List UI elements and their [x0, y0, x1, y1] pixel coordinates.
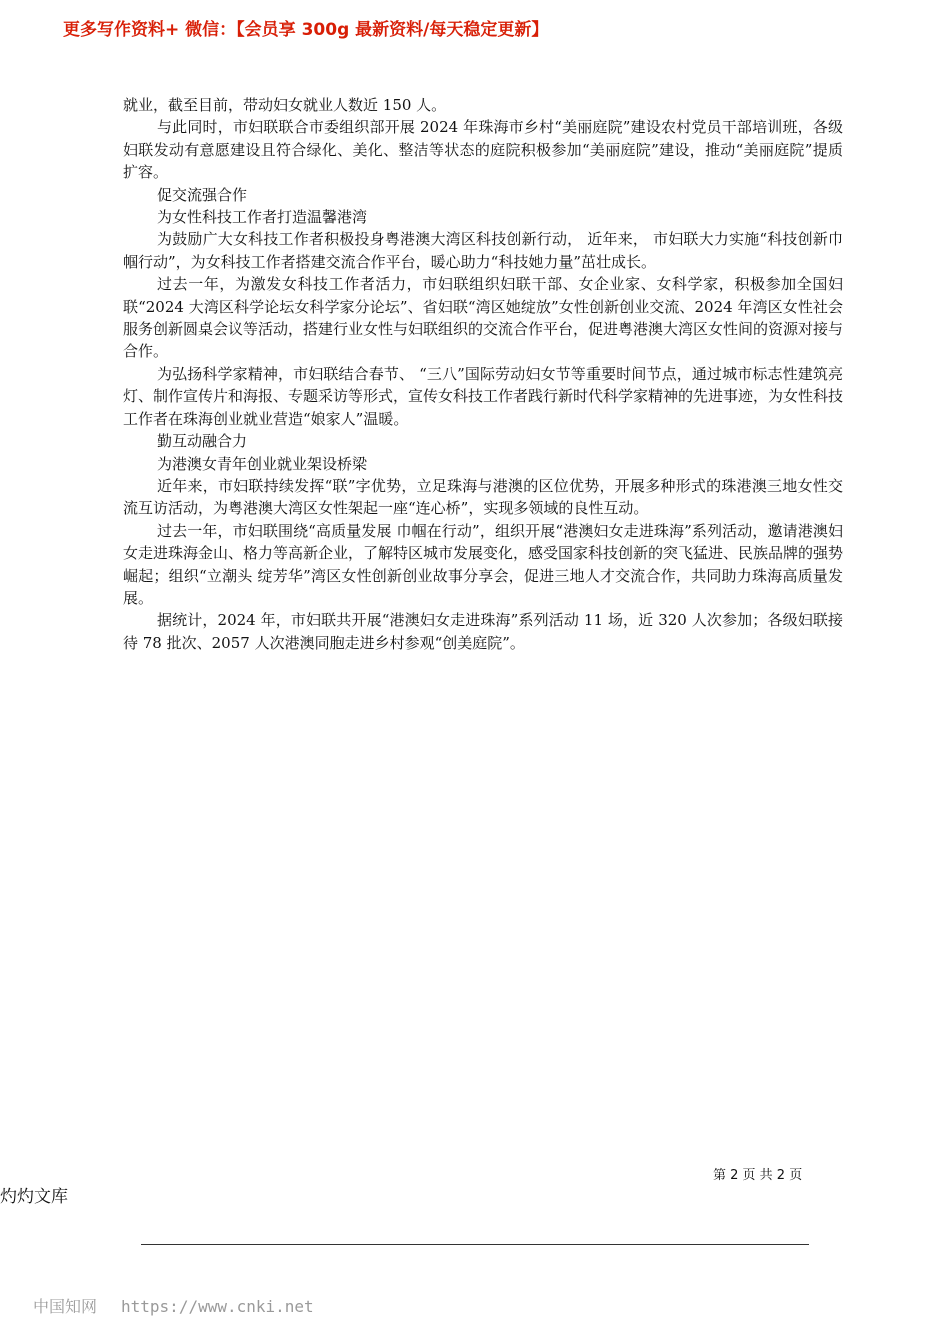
paragraph: 近年来，市妇联持续发挥“联”字优势，立足珠海与港澳的区位优势，开展多种形式的珠港澳三地女性交流互访活动，为粤港澳大湾区女性架起一座“连心桥”，实现多领域的良性互动。 — [123, 476, 843, 518]
paragraph: 过去一年，市妇联围绕“高质量发展 巾帼在行动”，组织开展“港澳妇女走进珠海”系列活动，邀请港澳妇女走进珠海金山、格力等高新企业，了解特区城市发展变化，感受国家科技创新的突飞猛进、民族品牌的强势崛起；组织“立潮头 绽芳华”湾区女性创新创业故事分享会，促进三地人才交流合作，共同助力珠海高质量发展。 — [123, 521, 844, 607]
section-heading: 勤互动融合力 — [157, 432, 248, 451]
paragraph: 为弘扬科学家精神，市妇联结合春节、 “三八”国际劳动妇女节等重要时间节点，通过城市标志性建筑亮灯、制作宣传片和海报、专题采访等形式，宣传女科技工作者践行新时代科学家精神的先进事迹，为女性科技工作者在珠海创业就业营造“娘家人”温暖。 — [123, 364, 844, 428]
site-name: 灼灼文库 — [0, 1187, 68, 1207]
page-number: 第 2 页 共 2 页 — [713, 1168, 803, 1183]
section-heading: 促交流强合作 — [157, 185, 248, 204]
paragraph: 就业，截至目前，带动妇女就业人数近 150 人。 — [123, 96, 447, 114]
section-subheading: 为女性科技工作者打造温馨港湾 — [157, 208, 368, 227]
article-body — [123, 94, 843, 654]
watermark-url: https://www.cnki.net — [121, 1297, 314, 1316]
promo-banner: 更多写作资料+ 微信：【会员享 300g 最新资料/每天稳定更新】 — [63, 20, 549, 40]
paragraph: 为鼓励广大女科技工作者积极投身粤港澳大湾区科技创新行动， 近年来， 市妇联大力实施“科技创新巾帼行动”，为女科技工作者搭建交流合作平台，暖心助力“科技她力量”茁壮成长。 — [123, 230, 843, 271]
paragraph: 与此同时，市妇联联合市委组织部开展 2024 年珠海市乡村“美丽庭院”建设农村党员干部培训班，各级妇联发动有意愿建设且符合绿化、美化、整洁等状态的庭院积极参加“美丽庭院”建设，推动“美丽庭院”提质扩容。 — [123, 118, 843, 182]
paragraph: 过去一年，为激发女科技工作者活力，市妇联组织妇联干部、女企业家、女科学家，积极参加全国妇联“2024 大湾区科学论坛女科学家分论坛”、省妇联“湾区她绽放”女性创新创业交流、2024 年湾区女性社会服务创新圆桌会议等活动，搭建行业女性与妇联组织的交流合作平台，促进粤港澳大湾区女性间的资源对接与合作。 — [123, 275, 844, 361]
footer-divider — [141, 1244, 809, 1245]
section-subheading: 为港澳女青年创业就业架设桥梁 — [157, 454, 368, 473]
cnki-watermark — [33, 1294, 314, 1317]
watermark-name: 中国知网 — [33, 1297, 98, 1316]
paragraph: 据统计，2024 年，市妇联共开展“港澳妇女走进珠海”系列活动 11 场，近 320 人次参加；各级妇联接待 78 批次、2057 人次港澳同胞走进乡村参观“创美庭院”。 — [123, 611, 843, 652]
